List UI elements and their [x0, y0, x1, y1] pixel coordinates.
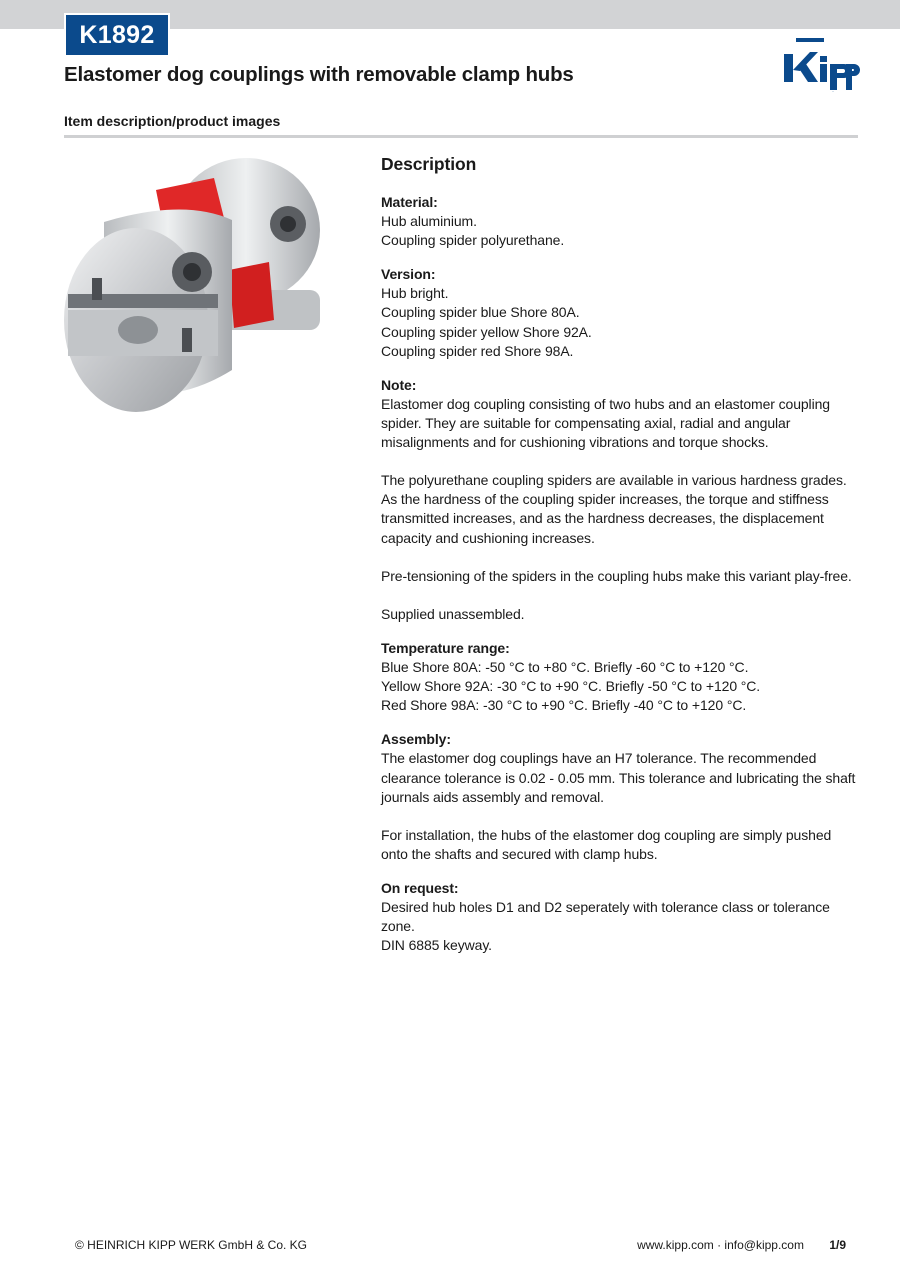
- note-paragraph: Supplied unassembled.: [381, 605, 525, 622]
- description-heading: Description: [381, 154, 477, 174]
- note-paragraph: The polyurethane coupling spiders are available in various hardness grades. As the hardness of the coupling spider increases, the torque and stiffness transmitted increases, and as the hardness decreases, the displacement capacity and cushioning increases.: [381, 472, 847, 546]
- assembly-paragraph: For installation, the hubs of the elastomer dog coupling are simply pushed onto the shafts and secured with clamp hubs.: [381, 826, 832, 862]
- temperature-block: [381, 639, 859, 715]
- footer-contact-area: [637, 1238, 846, 1252]
- footer-contact: www.kipp.com · info@kipp.com: [637, 1238, 804, 1252]
- footer-copyright: © HEINRICH KIPP WERK GmbH & Co. KG: [75, 1238, 307, 1252]
- assembly-label: Assembly:: [381, 731, 451, 748]
- product-code-tab: [64, 13, 170, 57]
- version-block: [381, 265, 859, 360]
- coupling-product-image: [64, 150, 322, 418]
- product-code: K1892: [66, 15, 168, 55]
- on-request-line: Desired hub holes D1 and D2 seperately with tolerance class or tolerance zone.: [381, 899, 830, 935]
- material-block: [381, 193, 859, 250]
- version-line: Coupling spider red Shore 98A.: [381, 342, 574, 359]
- note-block: [381, 376, 859, 624]
- temperature-label: Temperature range:: [381, 639, 510, 656]
- version-label: Version:: [381, 266, 436, 283]
- version-line: Coupling spider blue Shore 80A.: [381, 304, 580, 321]
- section-divider: [64, 135, 858, 138]
- temperature-line: Red Shore 98A: -30 °C to +90 °C. Briefly -40 °C to +120 °C.: [381, 697, 747, 714]
- note-label: Note:: [381, 376, 417, 393]
- version-line: Hub bright.: [381, 285, 449, 302]
- note-paragraph: Elastomer dog coupling consisting of two hubs and an elastomer coupling spider. They are suitable for compensating axial, radial and angular misalignments and for cushioning vibrations and torque shocks.: [381, 395, 830, 451]
- on-request-label: On request:: [381, 880, 459, 896]
- note-paragraph: Pre-tensioning of the spiders in the coupling hubs make this variant play-free.: [381, 567, 852, 584]
- assembly-block: [381, 730, 859, 864]
- kipp-logo: [782, 36, 860, 94]
- material-line: Hub aluminium.: [381, 213, 477, 230]
- svg-text:Kipp: Kipp: [832, 92, 835, 93]
- section-label: Item description/product images: [64, 113, 281, 129]
- assembly-paragraph: The elastomer dog couplings have an H7 tolerance. The recommended clearance tolerance is 0.02 - 0.05 mm. This tolerance and lubricating the shaft journals aids assembly and removal.: [381, 750, 856, 805]
- on-request-block: [381, 879, 859, 955]
- page-title: Elastomer dog couplings with removable clamp hubs: [64, 63, 574, 86]
- temperature-line: Yellow Shore 92A: -30 °C to +90 °C. Briefly -50 °C to +120 °C.: [381, 678, 761, 695]
- page-number: 1/9: [829, 1238, 846, 1252]
- description-column: [381, 153, 859, 970]
- material-line: Coupling spider polyurethane.: [381, 232, 565, 249]
- version-line: Coupling spider yellow Shore 92A.: [381, 323, 592, 340]
- temperature-line: Blue Shore 80A: -50 °C to +80 °C. Briefly -60 °C to +120 °C.: [381, 659, 749, 676]
- material-label: Material:: [381, 194, 438, 210]
- on-request-line: DIN 6885 keyway.: [381, 937, 492, 954]
